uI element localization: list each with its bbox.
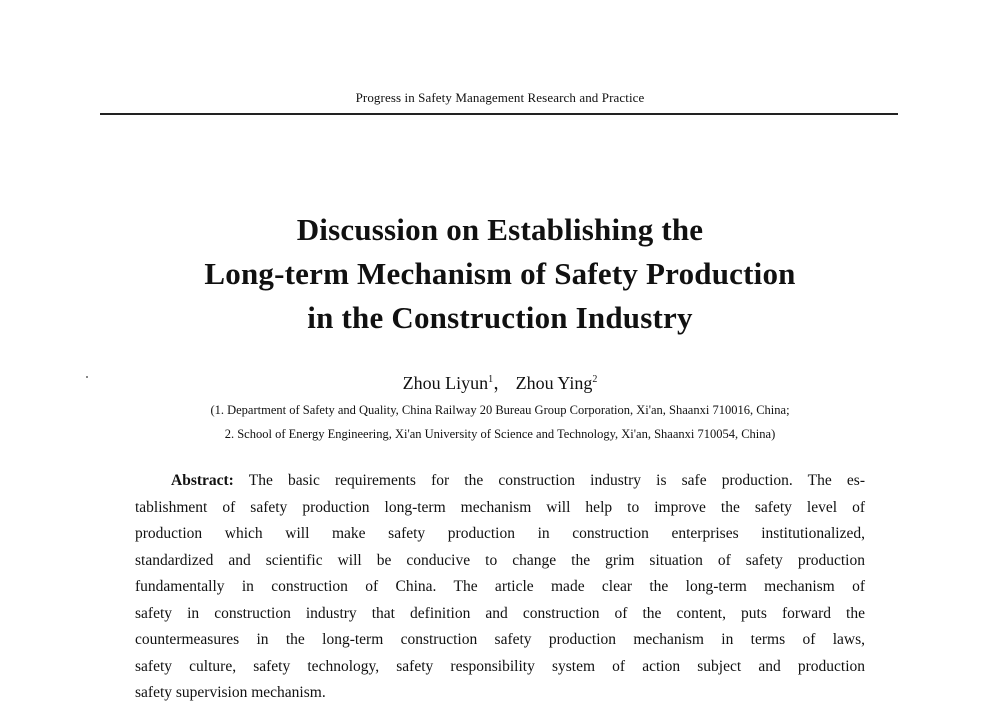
abstract-line: standardized and scientific will be conducive to change the grim situation of safety production [135, 551, 865, 569]
abstract-line [135, 468, 865, 495]
affiliations [0, 398, 1000, 446]
title-line-3: in the Construction Industry [307, 300, 693, 335]
abstract-line: safety supervision mechanism. [135, 684, 326, 701]
author-list [0, 369, 1000, 395]
abstract-line: tablishment of safety production long-term mechanism will help to improve the safety level of [135, 498, 865, 516]
author-affiliation-marker: 1 [488, 374, 494, 385]
abstract-line: production which will make safety production in construction enterprises institutionalized, [135, 525, 865, 542]
abstract-text: The basic requirements for the construction industry is safe production. The es- [248, 472, 865, 489]
affiliation-line: 2. School of Energy Engineering, Xi'an University of Science and Technology, Xi'an, Shaanxi 710054, China) [224, 427, 776, 441]
author-name: Zhou Ying [515, 373, 593, 393]
paper-title [0, 208, 1000, 340]
abstract [135, 468, 865, 707]
running-head: Progress in Safety Management Research and Practice [355, 90, 645, 105]
abstract-label: Abstract: [171, 472, 234, 489]
author-affiliation-marker: 2 [592, 374, 598, 385]
header-rule [100, 113, 898, 115]
abstract-line: fundamentally in construction of China. The article made clear the long-term mechanism of [135, 578, 865, 595]
affiliation-line: (1. Department of Safety and Quality, China Railway 20 Bureau Group Corporation, Xi'an, Shaanxi 710016, China; [210, 403, 790, 417]
abstract-line: countermeasures in the long-term construction safety production mechanism in terms of laws, [135, 631, 865, 648]
title-line-1: Discussion on Establishing the [296, 212, 704, 247]
title-line-2: Long-term Mechanism of Safety Production [204, 256, 796, 291]
abstract-line: safety in construction industry that definition and construction of the content, puts forward the [135, 604, 865, 622]
author-name: Zhou Liyun [402, 373, 489, 393]
author-separator: ， [493, 373, 512, 393]
abstract-line: safety culture, safety technology, safety responsibility system of action subject and production [135, 657, 865, 675]
